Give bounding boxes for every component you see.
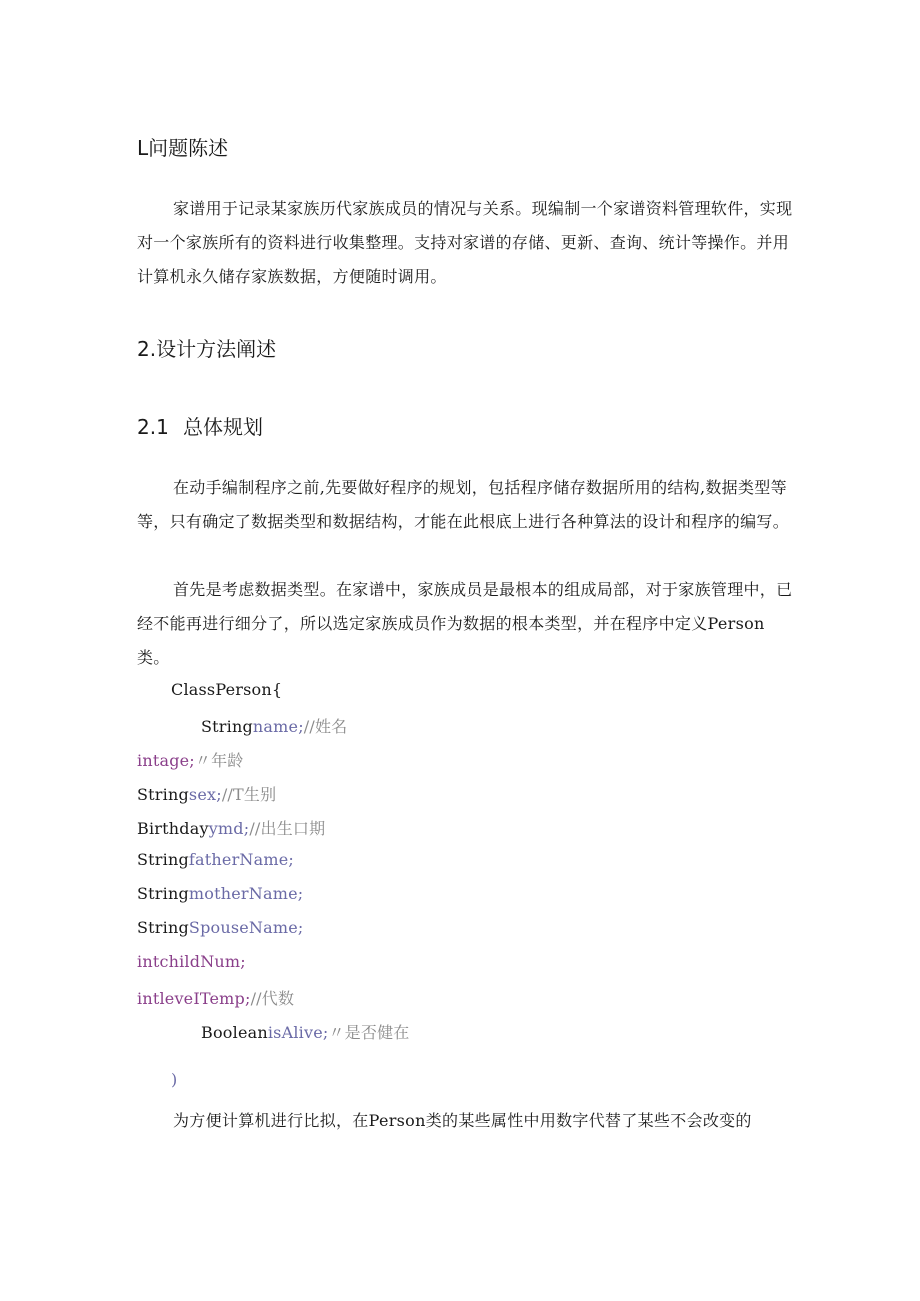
code-type: Boolean [201, 1023, 268, 1042]
code-line-childnum [137, 952, 246, 971]
code-line-name [201, 714, 347, 737]
code-identifier: childNum; [159, 952, 246, 971]
code-comment: //姓名 [303, 717, 348, 736]
section-2-1-paragraph-2: 首先是考虑数据类型。在家谱中，家族成员是最根本的组成局部，对于家族管理中，已经不能再进行细分了，所以选定家族成员作为数据的根本类型，并在程序中定义Person类。 [137, 580, 793, 667]
code-type: String [137, 918, 189, 937]
code-identifier: sex; [188, 785, 222, 804]
code-line-age [137, 748, 244, 771]
code-line-birthday [137, 816, 325, 839]
code-type: int [137, 989, 160, 1008]
code-type: String [137, 785, 189, 804]
code-line-mother [137, 884, 303, 903]
code-type: int [137, 751, 160, 770]
code-comment: //出生口期 [249, 819, 326, 838]
section-2-1-paragraph-1: 在动手编制程序之前,先要做好程序的规划，包括程序储存数据所用的结构,数据类型等等，只有确定了数据类型和数据结构，才能在此根底上进行各种算法的设计和程序的编写。 [137, 478, 790, 531]
section-1-paragraph: 家谱用于记录某家族历代家族成员的情况与关系。现编制一个家谱资料管理软件，实现对一个家族所有的资料进行收集整理。支持对家谱的存储、更新、查询、统计等操作。并用计算机永久储存家族数据，方便随时调用。 [137, 199, 793, 286]
code-line-sex [137, 782, 276, 805]
code-identifier: isAlive; [267, 1023, 329, 1042]
code-identifier: fatherName; [188, 850, 294, 869]
code-identifier: motherName; [188, 884, 304, 903]
section-2-1-title: 总体规划 [183, 415, 263, 439]
section-2-heading: 2.设计方法阐述 [137, 337, 277, 361]
code-type: String [137, 884, 189, 903]
code-line-level [137, 986, 294, 1009]
code-comment: //代数 [250, 989, 295, 1008]
code-identifier: SpouseName; [188, 918, 304, 937]
code-identifier: age; [159, 751, 195, 770]
code-type: int [137, 952, 160, 971]
code-line-spouse [137, 918, 304, 937]
code-identifier: name; [252, 717, 304, 736]
section-2-1-heading [137, 411, 263, 440]
code-comment: 〃是否健在 [328, 1023, 410, 1042]
section-2-1-paragraph-3: 为方便计算机进行比拟，在Person类的某些属性中用数字代替了某些不会改变的 [173, 1111, 752, 1130]
code-identifier: leveITemp; [159, 989, 251, 1008]
code-line-father [137, 850, 294, 869]
code-identifier: ymd; [208, 819, 250, 838]
code-type: Birthday [137, 819, 209, 838]
code-comment: 〃年龄 [194, 751, 244, 770]
code-type: String [201, 717, 253, 736]
code-line-alive [201, 1020, 410, 1043]
code-comment: //T生别 [221, 785, 277, 804]
section-1-heading: L问题陈述 [137, 136, 229, 160]
section-2-1-number: 2.1 [137, 415, 169, 439]
code-type: String [137, 850, 189, 869]
code-line-close: ) [171, 1070, 178, 1089]
code-line-class: ClassPerson{ [171, 680, 283, 699]
